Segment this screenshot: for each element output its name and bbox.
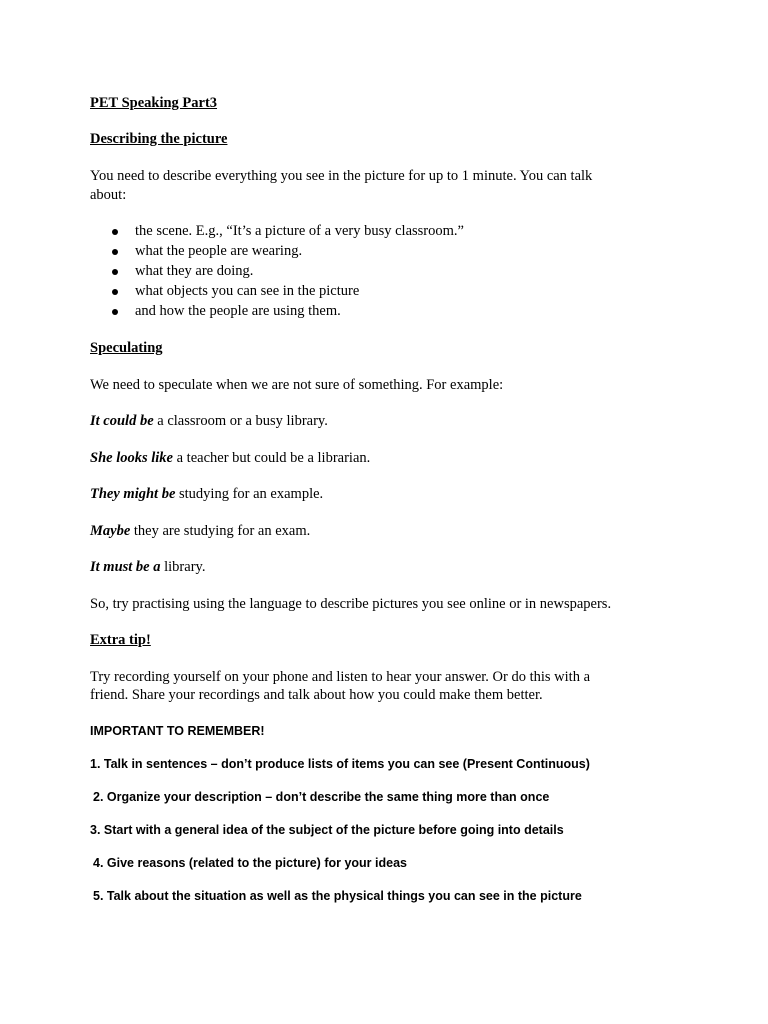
document-title: PET Speaking Part3 — [90, 95, 218, 111]
describing-heading: Describing the picture — [90, 131, 228, 147]
example-phrase: Maybe — [90, 523, 131, 539]
example-phrase: She looks like — [90, 450, 173, 466]
bullet-text: what the people are wearing. — [135, 243, 303, 259]
describing-intro-line1: You need to describe everything you see in the picture for up to 1 minute. You can talk — [90, 168, 593, 184]
example-rest: studying for an example. — [175, 486, 324, 502]
remember-item: 1. Talk in sentences – don’t produce lists of items you can see (Present Continuous) — [90, 757, 590, 771]
describing-bullet-list — [90, 222, 464, 322]
remember-item: 4. Give reasons (related to the picture) for your ideas — [93, 856, 407, 870]
bullet-text: what objects you can see in the picture — [135, 283, 360, 299]
example-phrase: It must be a — [90, 559, 161, 575]
bullet-item — [90, 262, 464, 282]
speculating-example — [90, 558, 205, 577]
bullet-text: what they are doing. — [135, 263, 254, 279]
remember-item: 3. Start with a general idea of the subject of the picture before going into details — [90, 823, 564, 837]
bullet-text: the scene. E.g., “It’s a picture of a very busy classroom.” — [135, 223, 464, 239]
describing-intro-line2: about: — [90, 187, 127, 203]
example-rest: library. — [160, 559, 206, 575]
bullet-text: and how the people are using them. — [135, 303, 341, 319]
extra-tip-heading: Extra tip! — [90, 632, 151, 648]
speculating-example — [90, 449, 370, 468]
example-rest: a teacher but could be a librarian. — [172, 450, 371, 466]
bullet-item — [90, 222, 464, 242]
remember-item: 5. Talk about the situation as well as the physical things you can see in the picture — [93, 889, 582, 903]
example-rest: they are studying for an exam. — [130, 523, 311, 539]
bullet-dot-icon — [112, 249, 118, 255]
bullet-dot-icon — [112, 289, 118, 295]
speculating-heading: Speculating — [90, 340, 163, 356]
speculating-example — [90, 522, 310, 541]
speculating-example — [90, 412, 328, 431]
example-phrase: It could be — [90, 413, 154, 429]
bullet-item — [90, 242, 464, 262]
speculating-closing: So, try practising using the language to describe pictures you see online or in newspapers. — [90, 596, 612, 612]
bullet-dot-icon — [112, 229, 118, 235]
bullet-dot-icon — [112, 309, 118, 315]
remember-item: 2. Organize your description – don’t describe the same thing more than once — [93, 790, 550, 804]
bullet-item — [90, 302, 464, 322]
remember-heading: IMPORTANT TO REMEMBER! — [90, 724, 265, 738]
extra-tip-line2: friend. Share your recordings and talk about how you could make them better. — [90, 687, 543, 703]
speculating-intro: We need to speculate when we are not sure of something. For example: — [90, 377, 504, 393]
example-phrase: They might be — [90, 486, 176, 502]
extra-tip-line1: Try recording yourself on your phone and listen to hear your answer. Or do this with a — [90, 669, 591, 685]
bullet-item — [90, 282, 464, 302]
speculating-example — [90, 485, 323, 504]
bullet-dot-icon — [112, 269, 118, 275]
example-rest: a classroom or a busy library. — [153, 413, 328, 429]
